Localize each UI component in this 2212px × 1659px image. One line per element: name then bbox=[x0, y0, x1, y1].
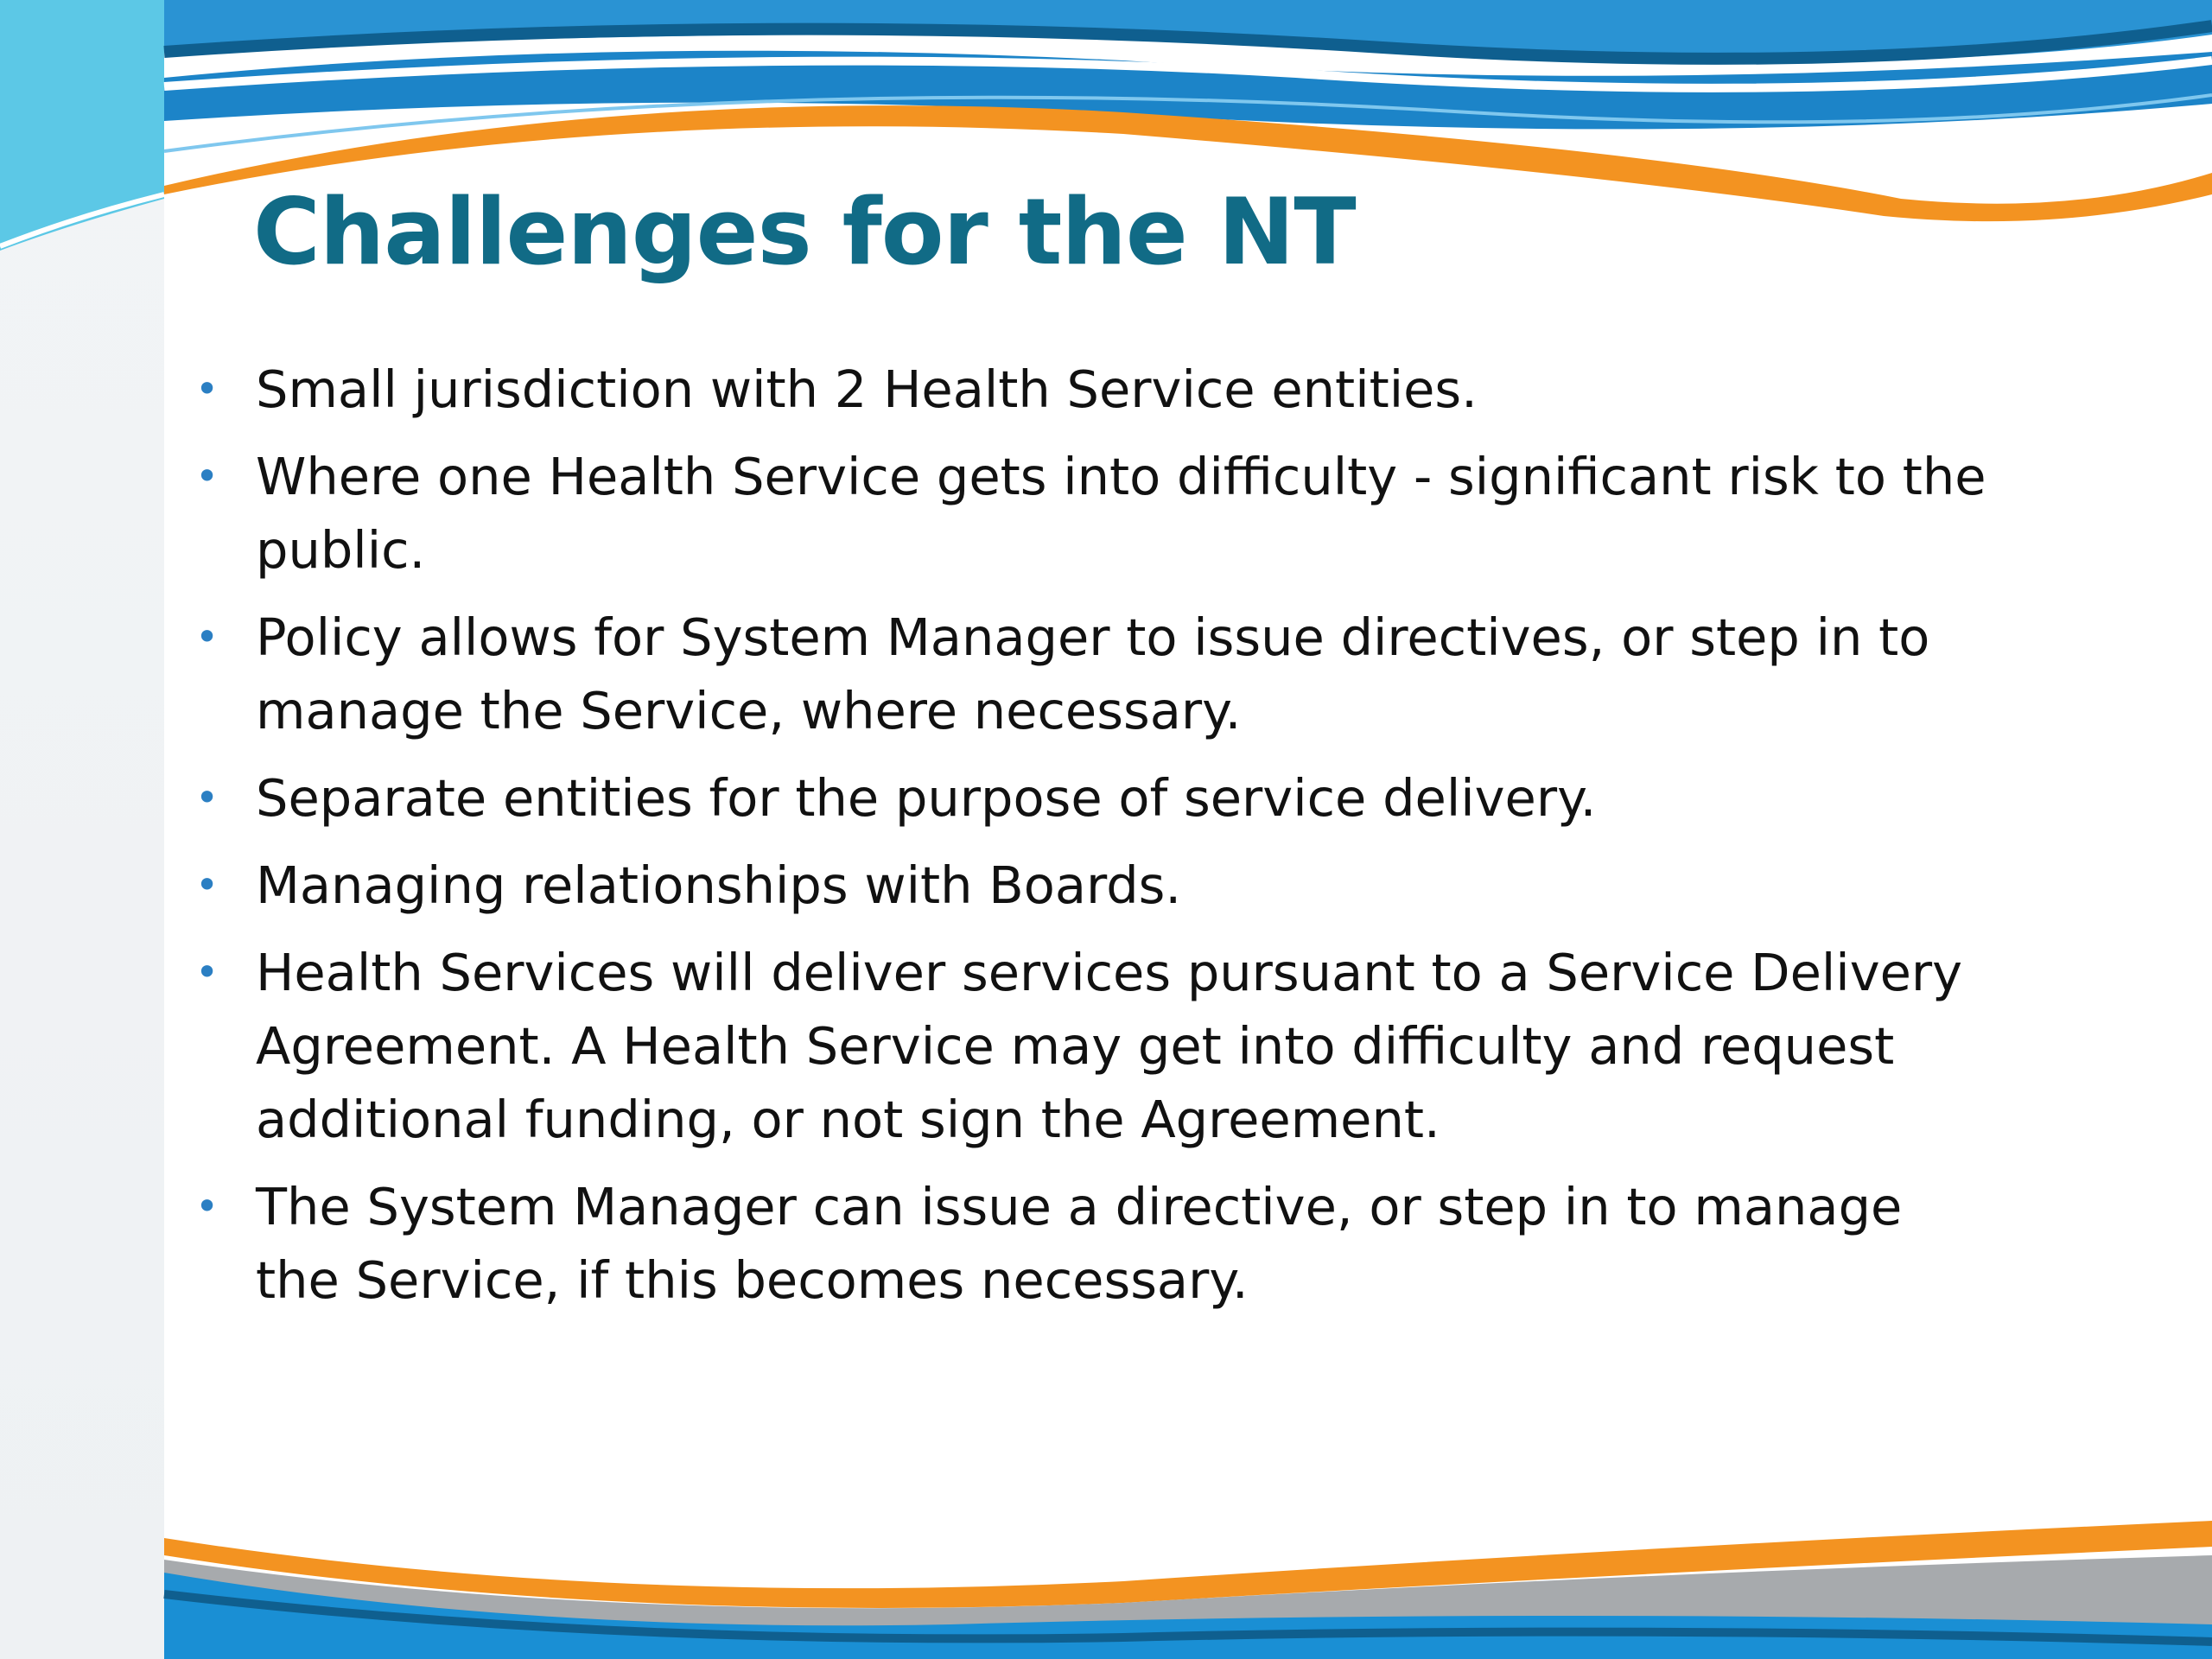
bullet-text: Where one Health Service gets into difficulty - significant risk to the public. bbox=[256, 447, 1986, 580]
bullet-list bbox=[190, 353, 1987, 1331]
bullet-dot-icon: • bbox=[195, 613, 219, 660]
bullet-dot-icon: • bbox=[195, 453, 219, 499]
bullet-item bbox=[190, 601, 1987, 747]
bullet-item bbox=[190, 936, 1987, 1156]
slide-title: Challenges for the NT bbox=[253, 179, 1356, 285]
bullet-text: Policy allows for System Manager to issue directives, or step in to manage the Service, where necessary. bbox=[256, 607, 1930, 741]
bullet-item bbox=[190, 353, 1987, 426]
bullet-text: Small jurisdiction with 2 Health Service entities. bbox=[256, 359, 1478, 419]
bullet-text: Separate entities for the purpose of service delivery. bbox=[256, 768, 1597, 828]
bullet-text: Health Services will deliver services pursuant to a Service Delivery Agreement. A Health Service may get into difficulty and request additional funding, or not sign the Agreement. bbox=[256, 943, 1963, 1149]
top-left-corner-shape bbox=[0, 0, 164, 251]
bullet-dot-icon: • bbox=[195, 365, 219, 412]
bullet-dot-icon: • bbox=[195, 1183, 219, 1230]
bullet-item bbox=[190, 761, 1987, 835]
bullet-dot-icon: • bbox=[195, 949, 219, 995]
bullet-item bbox=[190, 440, 1987, 587]
bullet-item bbox=[190, 1170, 1987, 1317]
bullet-text: The System Manager can issue a directive, or step in to manage the Service, if this becomes necessary. bbox=[256, 1177, 1903, 1310]
bullet-dot-icon: • bbox=[195, 774, 219, 821]
bullet-item bbox=[190, 849, 1987, 922]
bullet-dot-icon: • bbox=[195, 861, 219, 908]
bullet-text: Managing relationships with Boards. bbox=[256, 855, 1182, 915]
